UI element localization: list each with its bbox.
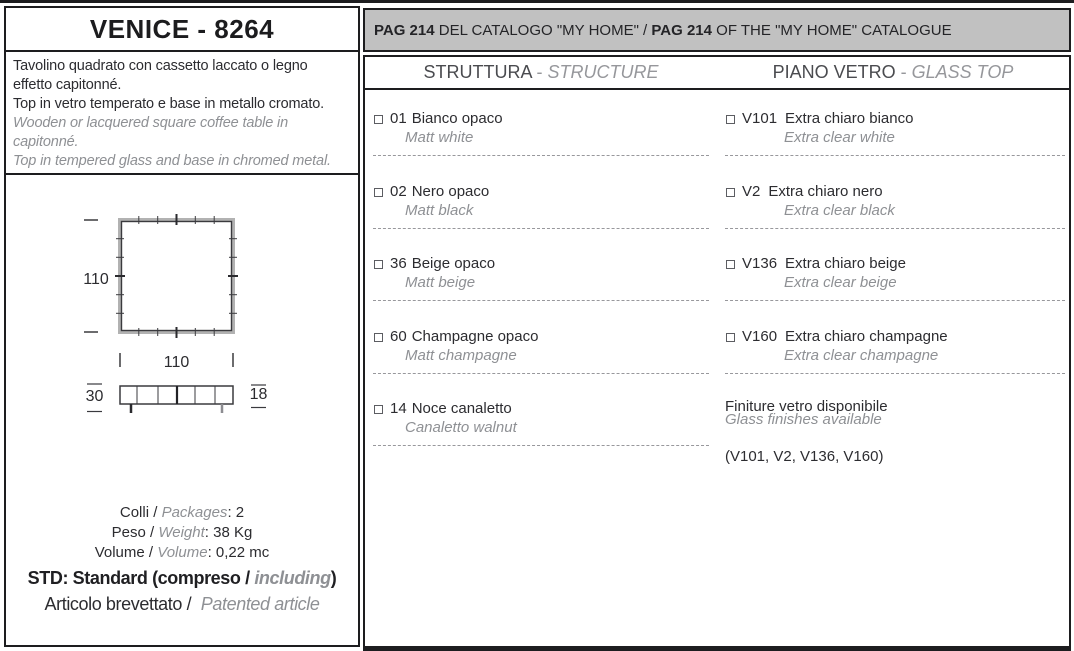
separator: /	[144, 544, 158, 561]
std-text-it: STD: Standard (compreso /	[27, 568, 255, 588]
option-name: Extra chiaro bianco	[785, 110, 914, 127]
value: 0,22 mc	[215, 544, 270, 561]
packaging-row-weight	[6, 523, 358, 543]
option-checkbox[interactable]	[374, 260, 383, 269]
packaging-info	[6, 503, 358, 563]
patent-text-it: Articolo brevettato /	[44, 594, 196, 614]
standard-note	[6, 566, 358, 617]
option-code: V136	[742, 255, 778, 272]
option-checkbox[interactable]	[374, 405, 383, 414]
glass-option-v160	[725, 328, 1069, 401]
description-line-it: Top in vetro temperato e base in metallo cromato.	[13, 96, 325, 112]
technical-drawing	[30, 195, 330, 435]
glass-option-v101	[725, 110, 1069, 183]
structure-option-02	[373, 183, 717, 256]
description-line-en: Wooden or lacquered square coffee table in	[13, 115, 289, 131]
option-translation: Matt beige	[405, 274, 476, 291]
option-code: 02	[390, 182, 407, 200]
label-it: Colli	[119, 504, 150, 521]
packaging-row-packages	[6, 503, 358, 523]
dim-height-total-label: 30	[85, 388, 104, 405]
option-name: Beige opaco	[411, 255, 496, 272]
divider	[373, 300, 709, 301]
catalog-page-ref-en: PAG 214	[651, 21, 712, 39]
separator: :	[227, 504, 236, 521]
finishes-panel	[363, 8, 1071, 651]
product-title: VENICE - 8264	[6, 8, 358, 52]
finishes-content	[363, 90, 1071, 651]
option-translation: Matt champagne	[405, 346, 517, 364]
structure-header-en: STRUCTURE	[547, 62, 659, 82]
note-it: Finiture vetro disponibile	[725, 398, 888, 415]
divider	[373, 373, 709, 374]
divider	[373, 155, 709, 156]
option-translation: Extra clear beige	[784, 274, 897, 291]
catalog-reference-bar	[363, 8, 1071, 52]
product-description	[6, 52, 358, 175]
option-name: Extra chiaro champagne	[785, 327, 948, 345]
option-name: Nero opaco	[411, 182, 490, 200]
option-code: 36	[390, 255, 407, 272]
glass-column-header	[717, 62, 1069, 83]
option-code: V160	[742, 327, 778, 345]
note-codes: (V101, V2, V136, V160)	[725, 448, 884, 465]
option-code: 14	[390, 400, 407, 417]
dim-depth-label: 110	[83, 271, 109, 288]
dim-width-label: 110	[163, 354, 190, 371]
divider	[373, 445, 709, 446]
option-checkbox[interactable]	[726, 333, 735, 342]
structure-option-01	[373, 110, 717, 183]
option-translation: Extra clear white	[784, 129, 895, 146]
option-code: 01	[390, 110, 407, 127]
label-it: Volume	[94, 544, 145, 561]
separator: :	[204, 524, 214, 541]
description-line-en: Top in tempered glass and base in chromed metal.	[13, 153, 331, 169]
value: 38 Kg	[213, 524, 253, 541]
glass-header-en: GLASS TOP	[911, 62, 1014, 82]
option-checkbox[interactable]	[374, 333, 383, 342]
std-line	[6, 566, 358, 591]
top-rule	[0, 0, 1074, 3]
label-en: Packages	[161, 504, 228, 521]
glass-option-v136	[725, 255, 1069, 328]
structure-option-36	[373, 255, 717, 328]
description-line-en: capitonné.	[13, 134, 79, 150]
option-name: Extra chiaro beige	[785, 255, 906, 272]
patent-text-en: Patented article	[200, 594, 320, 614]
option-code: V2	[742, 182, 761, 200]
catalog-page-ref-it: PAG 214	[374, 21, 435, 39]
description-line-it: effetto capitonné.	[13, 77, 122, 93]
column-headers	[363, 55, 1071, 90]
option-checkbox[interactable]	[726, 115, 735, 124]
std-text-close: )	[330, 568, 337, 588]
structure-option-14	[373, 400, 717, 473]
option-checkbox[interactable]	[726, 260, 735, 269]
option-translation: Matt black	[405, 201, 474, 219]
option-name: Bianco opaco	[411, 110, 503, 127]
description-line-it: Tavolino quadrato con cassetto laccato o legno	[13, 58, 308, 74]
structure-header-it: STRUTTURA	[423, 62, 532, 82]
option-translation: Extra clear champagne	[784, 346, 939, 364]
std-text-en: including	[254, 568, 331, 588]
structure-column-header	[365, 62, 717, 83]
glass-header-it: PIANO VETRO	[772, 62, 896, 82]
catalog-text-it: DEL CATALOGO "MY HOME" /	[434, 21, 652, 39]
option-translation: Extra clear black	[784, 201, 895, 219]
catalog-text-en: OF THE "MY HOME" CATALOGUE	[712, 21, 952, 39]
separator: :	[207, 544, 216, 561]
header-separator: -	[531, 62, 548, 82]
divider	[725, 373, 1065, 374]
structure-options-list	[365, 90, 717, 646]
product-panel	[4, 6, 360, 647]
divider	[373, 228, 709, 229]
option-checkbox[interactable]	[374, 188, 383, 197]
option-code: 60	[390, 327, 407, 345]
dim-height-top-label: 18	[249, 386, 268, 403]
option-name: Extra chiaro nero	[768, 182, 883, 200]
separator: /	[149, 504, 162, 521]
divider	[725, 300, 1065, 301]
label-en: Weight	[158, 524, 205, 541]
header-separator: -	[895, 62, 912, 82]
option-translation: Matt white	[405, 129, 474, 146]
glass-finishes-note	[725, 400, 1069, 465]
option-checkbox[interactable]	[374, 115, 383, 124]
option-code: V101	[742, 110, 778, 127]
option-checkbox[interactable]	[726, 188, 735, 197]
divider	[725, 228, 1065, 229]
label-it: Peso	[111, 524, 146, 541]
option-name: Champagne opaco	[411, 327, 539, 345]
value: 2	[235, 504, 245, 521]
note-en: Glass finishes available	[725, 411, 882, 428]
patent-line	[6, 591, 358, 617]
divider	[725, 155, 1065, 156]
glass-options-list	[717, 90, 1069, 646]
structure-option-60	[373, 328, 717, 401]
option-name: Noce canaletto	[411, 400, 512, 417]
separator: /	[145, 524, 159, 541]
option-translation: Canaletto walnut	[405, 419, 517, 436]
label-en: Volume	[157, 544, 208, 561]
glass-option-v2	[725, 183, 1069, 256]
packaging-row-volume	[6, 543, 358, 563]
